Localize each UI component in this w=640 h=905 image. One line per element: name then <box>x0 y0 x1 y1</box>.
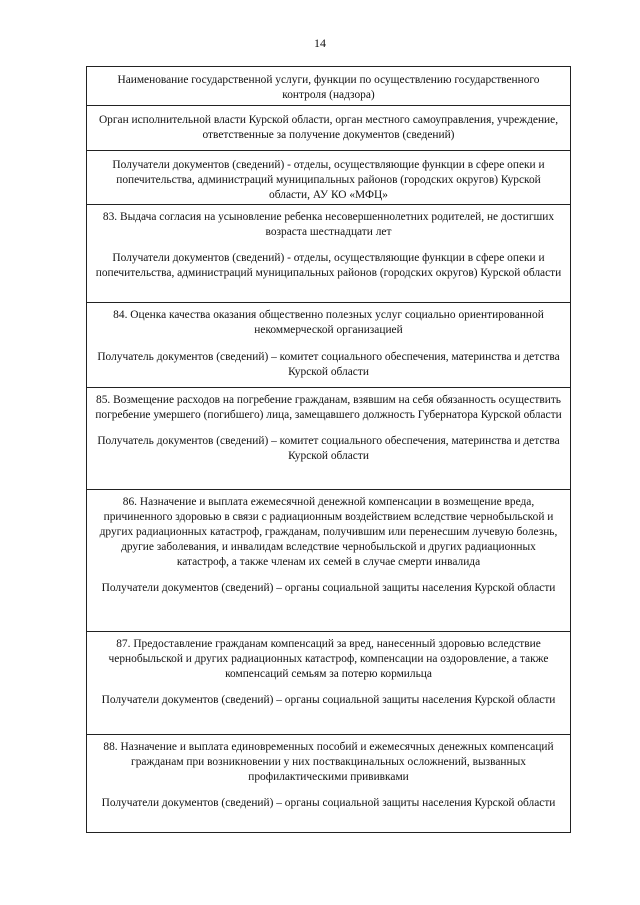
header-service-name-text: Наименование государственной услуги, функции по осуществлению государственного контроля (надзора) <box>117 74 540 101</box>
page-number: 14 <box>314 36 326 50</box>
service-title: 87. Предоставление гражданам компенсаций за вред, нанесенный здоровью вследствие чернобыльской и других радиационных катастроф, компенсации на оздоровление, а также компенсаций семьям за потерю кормильца <box>108 638 549 680</box>
header-row-service-name <box>87 67 570 105</box>
service-recipients: Получатели документов (сведений) - отделы, осуществляющие функции в сфере опеки и попечительства, администраций муниципальных районов (городских округов) Курской области <box>95 252 562 279</box>
service-row-84 <box>87 302 570 387</box>
service-recipients: Получатели документов (сведений) – органы социальной защиты населения Курской области <box>101 797 556 809</box>
service-title: 85. Возмещение расходов на погребение гражданам, взявшим на себя обязанность осуществить погребение умершего (погибшего) лица, замещавшего должность Губернатора Курской области <box>95 394 562 421</box>
services-table <box>86 66 571 833</box>
header-row-recipients <box>87 150 570 204</box>
service-title: 86. Назначение и выплата ежемесячной денежной компенсации в возмещение вреда, причиненного здоровью в связи с радиационным воздействием вследствие чернобыльской и других радиационных катастроф, гражданам, получившим или перенесшим лучевую болезнь, другие заболевания, и инвалидам вследствие чернобыльской и других радиационных катастроф, а также членам их семей в случае смерти инвалида <box>99 496 558 568</box>
header-row-responsible-body <box>87 105 570 150</box>
service-recipients: Получатели документов (сведений) – органы социальной защиты населения Курской области <box>101 694 556 706</box>
service-row-87 <box>87 631 570 734</box>
service-title: 84. Оценка качества оказания общественно полезных услуг социально ориентированной некоммерческой организацией <box>113 309 544 336</box>
service-row-85 <box>87 387 570 489</box>
service-title: 88. Назначение и выплата единовременных пособий и ежемесячных денежных компенсаций гражданам при возникновении у них поствакцинальных осложнений, вызванных профилактическими прививками <box>103 741 554 783</box>
service-row-88 <box>87 734 570 832</box>
service-recipients: Получатель документов (сведений) – комитет социального обеспечения, материнства и детства Курской области <box>97 351 560 378</box>
service-recipients: Получатель документов (сведений) – комитет социального обеспечения, материнства и детства Курской области <box>97 435 560 462</box>
service-recipients: Получатели документов (сведений) – органы социальной защиты населения Курской области <box>101 582 556 594</box>
service-title: 83. Выдача согласия на усыновление ребенка несовершеннолетних родителей, не достигших возраста шестнадцати лет <box>102 211 555 238</box>
header-responsible-body-text: Орган исполнительной власти Курской области, орган местного самоуправления, учреждение, ответственные за получение документов (сведений) <box>98 114 559 141</box>
service-row-83 <box>87 204 570 302</box>
header-recipients-text: Получатели документов (сведений) - отделы, осуществляющие функции в сфере опеки и попечительства, администраций муниципальных районов (городских округов) Курской области, АУ КО «МФЦ» <box>112 159 545 201</box>
service-row-86 <box>87 489 570 631</box>
